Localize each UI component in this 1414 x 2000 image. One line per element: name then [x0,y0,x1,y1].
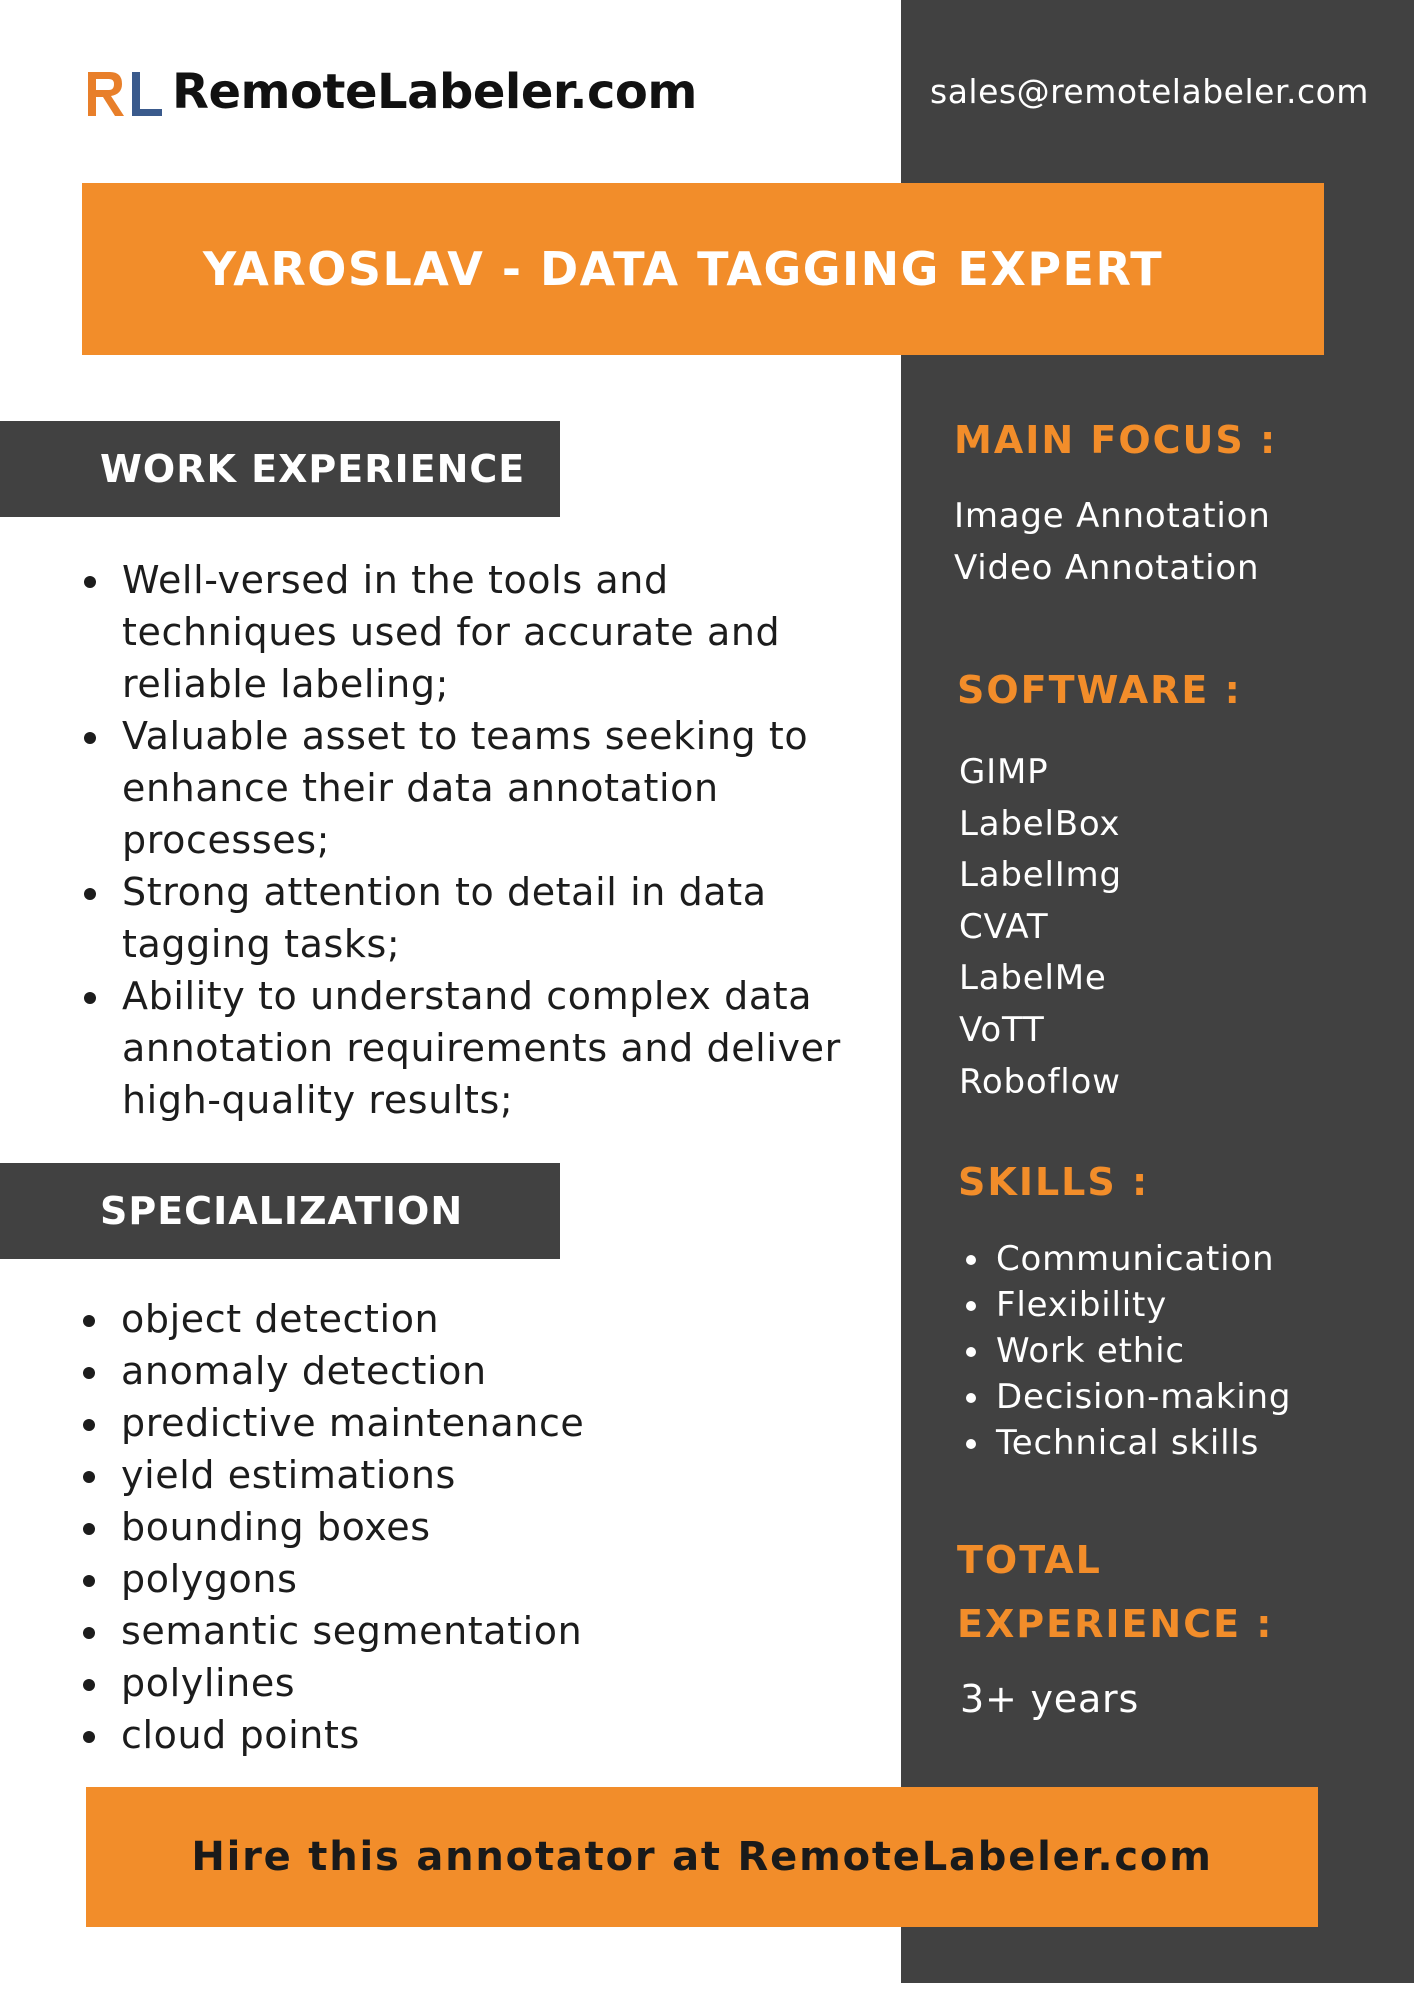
skills-list [996,1236,1291,1466]
list-item: Strong attention to detail in data tagging tasks; [122,866,882,970]
list-item: Well-versed in the tools and techniques used for accurate and reliable labeling; [122,554,882,710]
main-focus-item: Video Annotation [954,547,1260,588]
skills-heading: SKILLS : [958,1160,1150,1204]
total-experience-heading: TOTAL EXPERIENCE : [957,1538,1274,1646]
list-item: bounding boxes [121,1501,861,1553]
software-item: LabelBox [959,803,1121,844]
software-item: VoTT [959,1009,1045,1050]
work-experience-list [122,554,882,1126]
contact-email[interactable]: sales@remotelabeler.com [930,72,1369,111]
list-item: polylines [121,1657,861,1709]
software-item: LabelMe [959,958,1107,999]
work-experience-heading: WORK EXPERIENCE [100,447,526,491]
software-item: LabelImg [959,855,1122,896]
list-item: anomaly detection [121,1345,861,1397]
remotelabeler-logo-icon [84,64,164,120]
software-item: GIMP [959,752,1049,792]
specialization-heading: SPECIALIZATION [100,1189,464,1233]
list-item: predictive maintenance [121,1397,861,1449]
skill-item: Technical skills [996,1420,1291,1466]
main-focus-list [954,491,1271,594]
software-heading: SOFTWARE : [957,668,1242,712]
list-item: Valuable asset to teams seeking to enhance their data annotation processes; [122,710,882,866]
logo[interactable] [84,62,697,122]
specialization-header [0,1163,560,1259]
list-item: semantic segmentation [121,1605,861,1657]
main-focus-heading: MAIN FOCUS : [954,418,1278,462]
work-experience-header [0,421,560,517]
skill-item: Decision-making [996,1374,1291,1420]
skill-item: Work ethic [996,1328,1291,1374]
list-item: Ability to understand complex data annotation requirements and deliver high-quality results; [122,970,882,1126]
software-item: CVAT [959,906,1049,947]
list-item: polygons [121,1553,861,1605]
specialization-list [121,1293,861,1761]
list-item: object detection [121,1293,861,1345]
hire-annotator-link[interactable]: Hire this annotator at RemoteLabeler.com [191,1834,1213,1880]
skill-item: Communication [996,1236,1291,1282]
skill-item: Flexibility [996,1282,1291,1328]
software-list [959,747,1122,1108]
total-experience-value: 3+ years [960,1677,1140,1721]
logo-text: RemoteLabeler.com [172,64,697,120]
list-item: cloud points [121,1709,861,1761]
list-item: yield estimations [121,1449,861,1501]
main-focus-item: Image Annotation [954,496,1271,536]
page-title: YAROSLAV - DATA TAGGING EXPERT [202,242,1164,296]
title-banner [82,183,1324,355]
software-item: Roboflow [959,1061,1121,1102]
hire-banner[interactable] [86,1787,1318,1927]
